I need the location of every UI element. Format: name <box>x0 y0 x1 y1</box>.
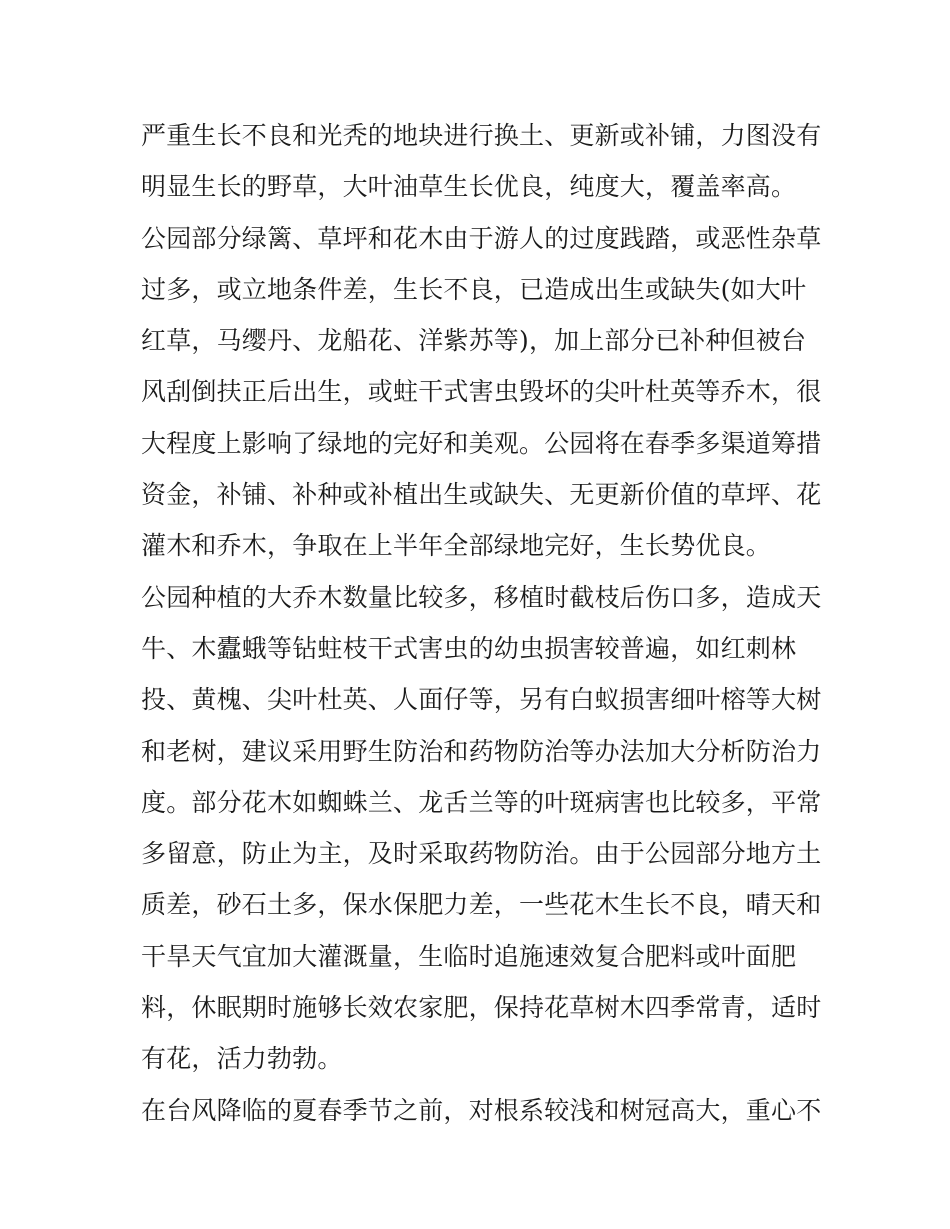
text-line: 严重生长不良和光秃的地块进行换土、更新或补铺，力图没有 <box>141 121 822 150</box>
text-line: 在台风降临的夏春季节之前，对根系较浅和树冠高大，重心不 <box>141 1095 822 1125</box>
text-line: 牛、木蠹蛾等钻蛀枝干式害虫的幼虫损害较普遍，如红刺林 <box>141 633 797 663</box>
text-line: 公园部分绿篱、草坪和花木由于游人的过度践踏，或恶性杂草 <box>141 223 822 253</box>
text-line: 度。部分花木如蜘蛛兰、龙舌兰等的叶斑病害也比较多，平常 <box>141 787 822 817</box>
paragraph <box>141 213 821 572</box>
text-line: 过多，或立地条件差，生长不良，已造成出生或缺失(如大叶 <box>141 274 807 304</box>
text-line: 投、黄槐、尖叶杜英、人面仔等，另有白蚁损害细叶榕等大树 <box>141 685 822 715</box>
text-line: 质差，砂石土多，保水保肥力差，一些花木生长不良，晴天和 <box>141 890 822 920</box>
paragraph <box>141 110 821 213</box>
document-body <box>141 110 821 1136</box>
text-line: 干旱天气宜加大灌溉量，生临时追施速效复合肥料或叶面肥 <box>141 941 797 971</box>
text-line: 红草，马缨丹、龙船花、洋紫苏等)，加上部分已补种但被台 <box>141 326 807 356</box>
text-line: 有花，活力勃勃。 <box>141 1044 343 1074</box>
text-line: 资金，补铺、补种或补植出生或缺失、无更新价值的草坪、花 <box>141 480 822 510</box>
paragraph <box>141 1085 821 1136</box>
paragraph <box>141 572 821 1085</box>
text-line: 大程度上影响了绿地的完好和美观。公园将在春季多渠道筹措 <box>141 428 822 458</box>
text-line: 多留意，防止为主，及时采取药物防治。由于公园部分地方土 <box>141 839 822 869</box>
text-line: 明显生长的野草，大叶油草生长优良，纯度大，覆盖率高。 <box>141 172 797 202</box>
text-line: 风刮倒扶正后出生，或蛀干式害虫毁坏的尖叶杜英等乔木，很 <box>141 377 822 407</box>
text-line: 灌木和乔木，争取在上半年全部绿地完好，生长势优良。 <box>141 531 772 561</box>
text-line: 和老树，建议采用野生防治和药物防治等办法加大分析防治力 <box>141 736 822 766</box>
text-line: 料，休眠期时施够长效农家肥，保持花草树木四季常青，适时 <box>141 993 822 1023</box>
text-line: 公园种植的大乔木数量比较多，移植时截枝后伤口多，造成天 <box>141 582 822 612</box>
